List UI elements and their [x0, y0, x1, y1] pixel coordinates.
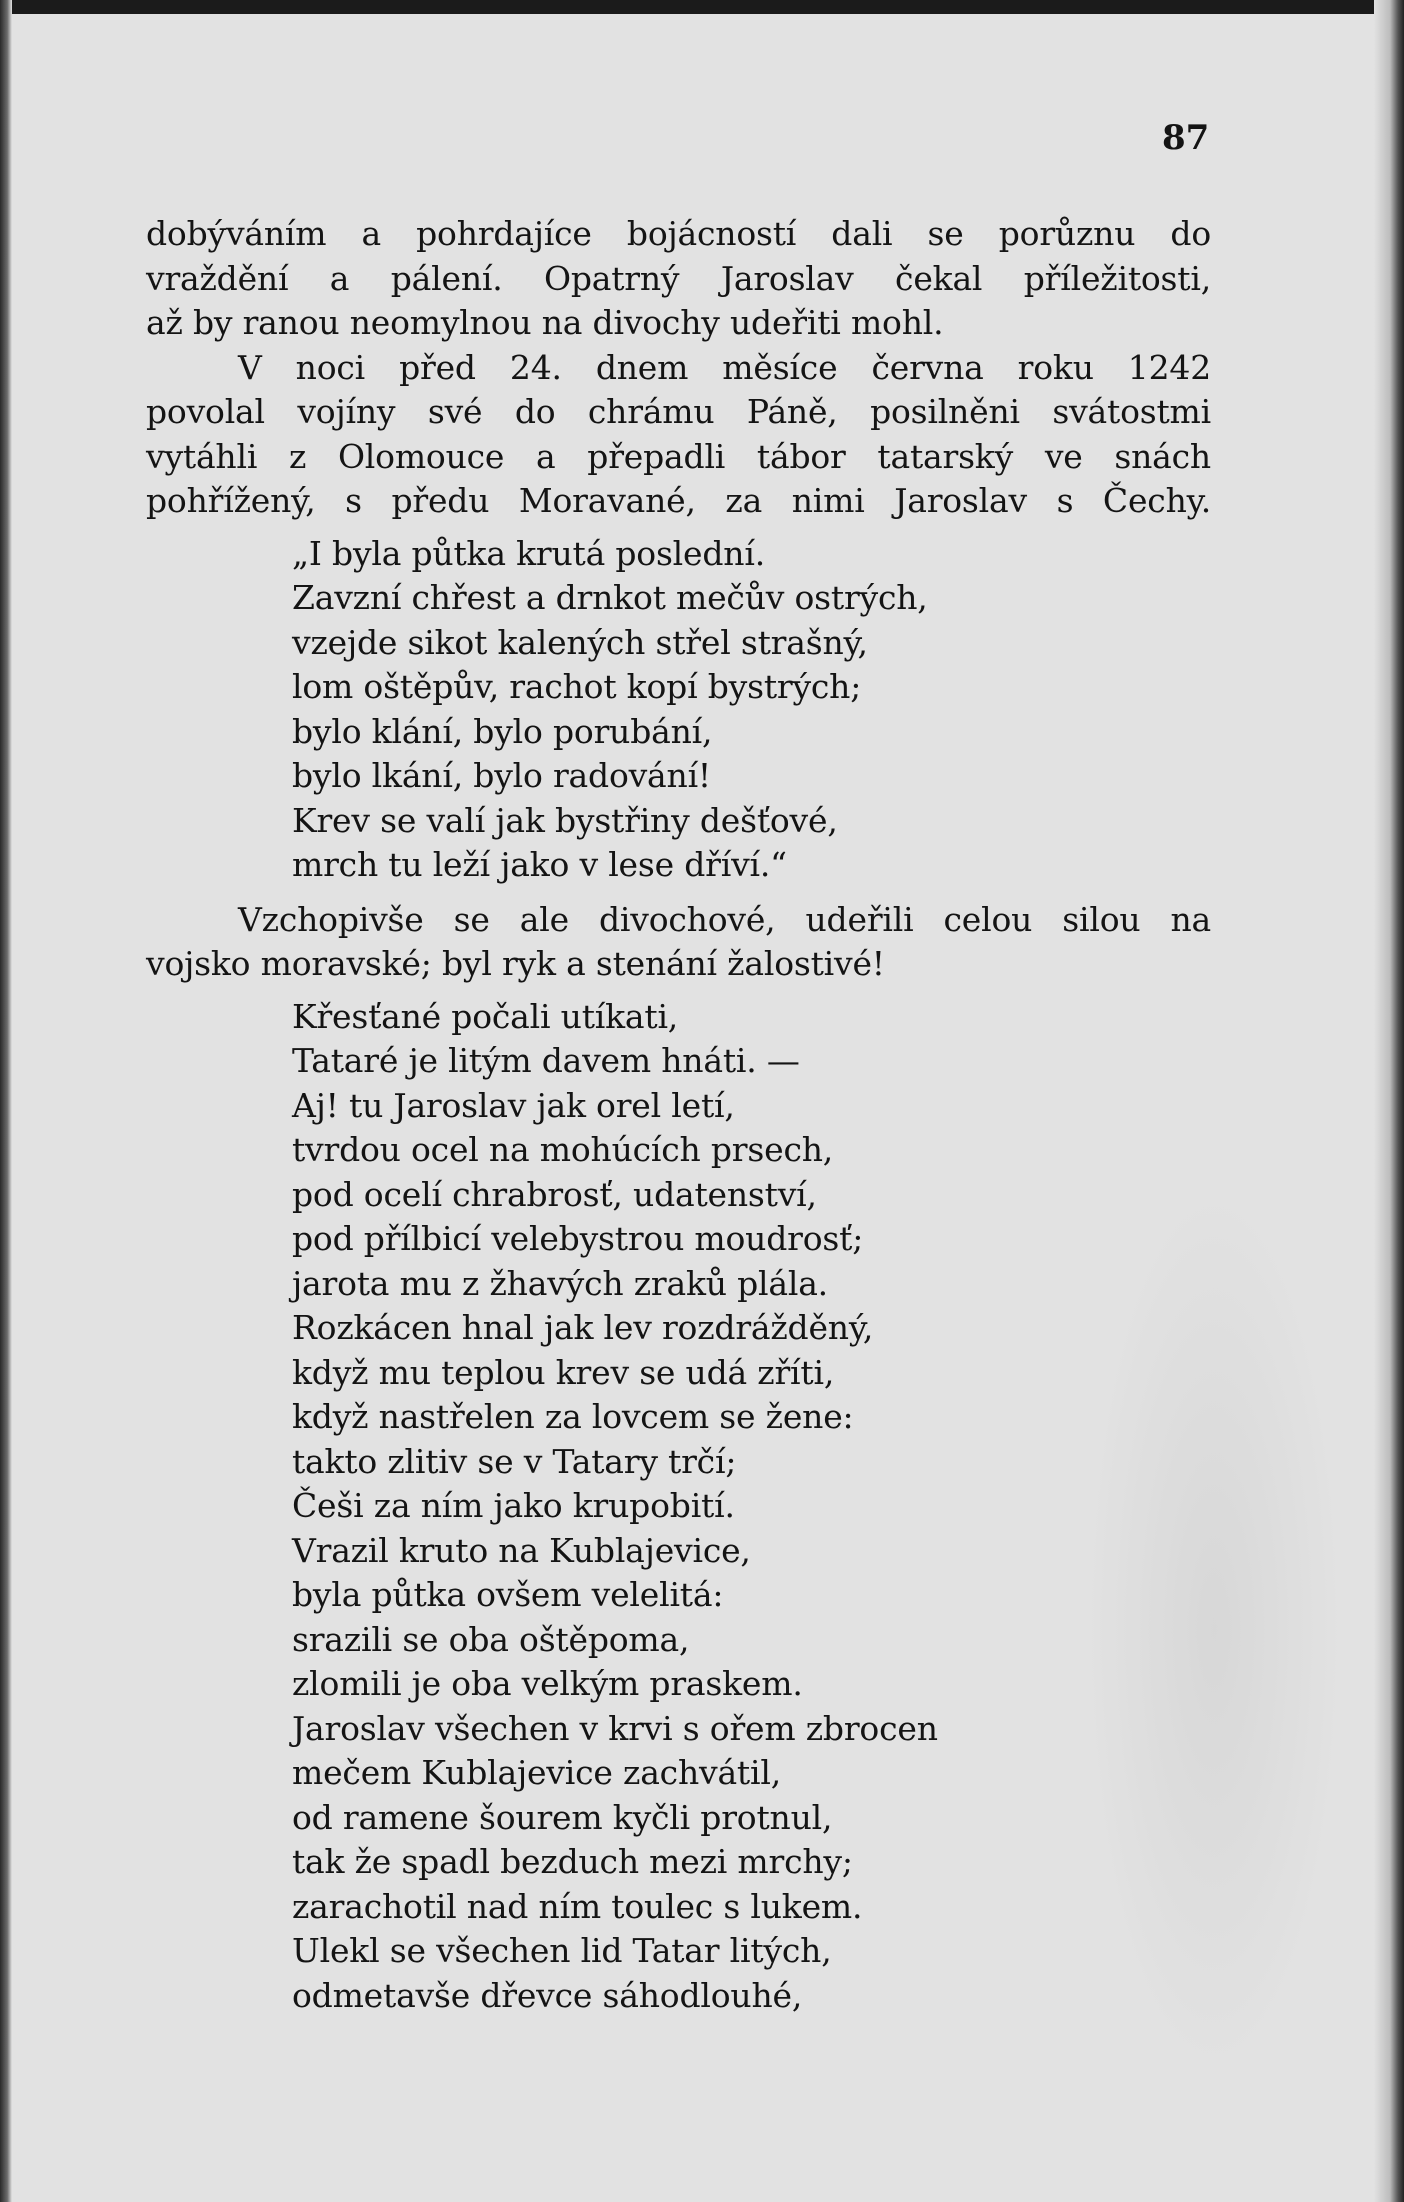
verse-line: Křesťané počali utíkati, [292, 996, 679, 1036]
scan-edge-top [0, 0, 1404, 14]
verse-line: jarota mu z žhavých zraků plála. [292, 1263, 828, 1303]
verse-line: mrch tu leží jako v lese dříví.“ [292, 845, 787, 884]
verse-line: mečem Kublajevice zachvátil, [292, 1753, 781, 1792]
verse-line: když mu teplou krev se udá zříti, [292, 1352, 835, 1392]
verse-line: „I byla půtka krutá poslední. [292, 533, 765, 573]
text-line: V noci před 24. dnem měsíce června roku 1242 [238, 347, 1211, 387]
verse-quote-1 [146, 532, 1211, 888]
verse-line: tvrdou ocel na mohúcích prsech, [292, 1130, 834, 1169]
verse-line: Vrazil kruto na Kublajevice, [292, 1530, 751, 1570]
text-line: dobýváním a pohrdajíce bojácností dali se porůznu do [146, 214, 1211, 253]
verse-line: lom oštěpův, rachot kopí bystrých; [292, 667, 862, 706]
verse-line: odmetavše dřevce sáhodlouhé, [292, 1975, 803, 2015]
text-line: vojsko moravské; byl ryk a stenání žalostivé! [146, 944, 885, 983]
paragraph-3 [146, 898, 1211, 987]
verse-line: Zavzní chřest a drnkot mečův ostrých, [292, 578, 928, 617]
text-line: až by ranou neomylnou na divochy udeřiti mohl. [146, 303, 944, 342]
text-line: vytáhli z Olomouce a přepadli tábor tatarský ve snách [146, 436, 1211, 476]
verse-line: tak že spadl bezduch mezi mrchy; [292, 1842, 853, 1881]
verse-line: vzejde sikot kalených střel strašný, [292, 622, 868, 662]
verse-line: bylo lkání, bylo radování! [292, 756, 711, 795]
verse-line: zarachotil nad ním toulec s lukem. [292, 1886, 863, 1926]
verse-line: Tataré je litým davem hnáti. — [292, 1041, 800, 1080]
verse-line: pod ocelí chrabrosť, udatenství, [292, 1174, 817, 1214]
page-number: 87 [1162, 118, 1210, 158]
scan-edge-left [0, 0, 12, 2202]
paragraph-2 [146, 346, 1211, 524]
text-line: povolal vojíny své do chrámu Páně, posilněni svátostmi [146, 392, 1211, 431]
text-line: pohřížený, s předu Moravané, za nimi Jaroslav s Čechy. [146, 481, 1211, 520]
verse-line: Aj! tu Jaroslav jak orel letí, [292, 1085, 735, 1125]
verse-line: byla půtka ovšem velelitá: [292, 1575, 724, 1614]
verse-line: Češi za ním jako krupobití. [292, 1486, 735, 1525]
scan-edge-right [1374, 0, 1404, 2202]
verse-line: bylo klání, bylo porubání, [292, 711, 713, 751]
verse-line: Rozkácen hnal jak lev rozdrážděný, [292, 1308, 874, 1347]
verse-line: Krev se valí jak bystřiny dešťové, [292, 800, 838, 840]
verse-quote-2 [146, 995, 1211, 2019]
verse-line: takto zlitiv se v Tatary trčí; [292, 1441, 737, 1481]
paragraph-1 [146, 212, 1211, 346]
verse-line: když nastřelen za lovcem se žene: [292, 1397, 854, 1436]
verse-line: zlomili je oba velkým praskem. [292, 1664, 803, 1703]
verse-line: srazili se oba oštěpoma, [292, 1619, 690, 1659]
text-line: Vzchopivše se ale divochové, udeřili celou silou na [238, 899, 1211, 939]
text-line: vraždění a pálení. Opatrný Jaroslav čekal příležitosti, [146, 258, 1211, 298]
verse-line: od ramene šourem kyčli protnul, [292, 1797, 833, 1837]
verse-line: pod přílbicí velebystrou moudrosť; [292, 1219, 864, 1258]
body-text [146, 212, 1211, 2018]
verse-line: Jaroslav všechen v krvi s ořem zbrocen [292, 1708, 938, 1748]
verse-line: Ulekl se všechen lid Tatar litých, [292, 1931, 832, 1970]
